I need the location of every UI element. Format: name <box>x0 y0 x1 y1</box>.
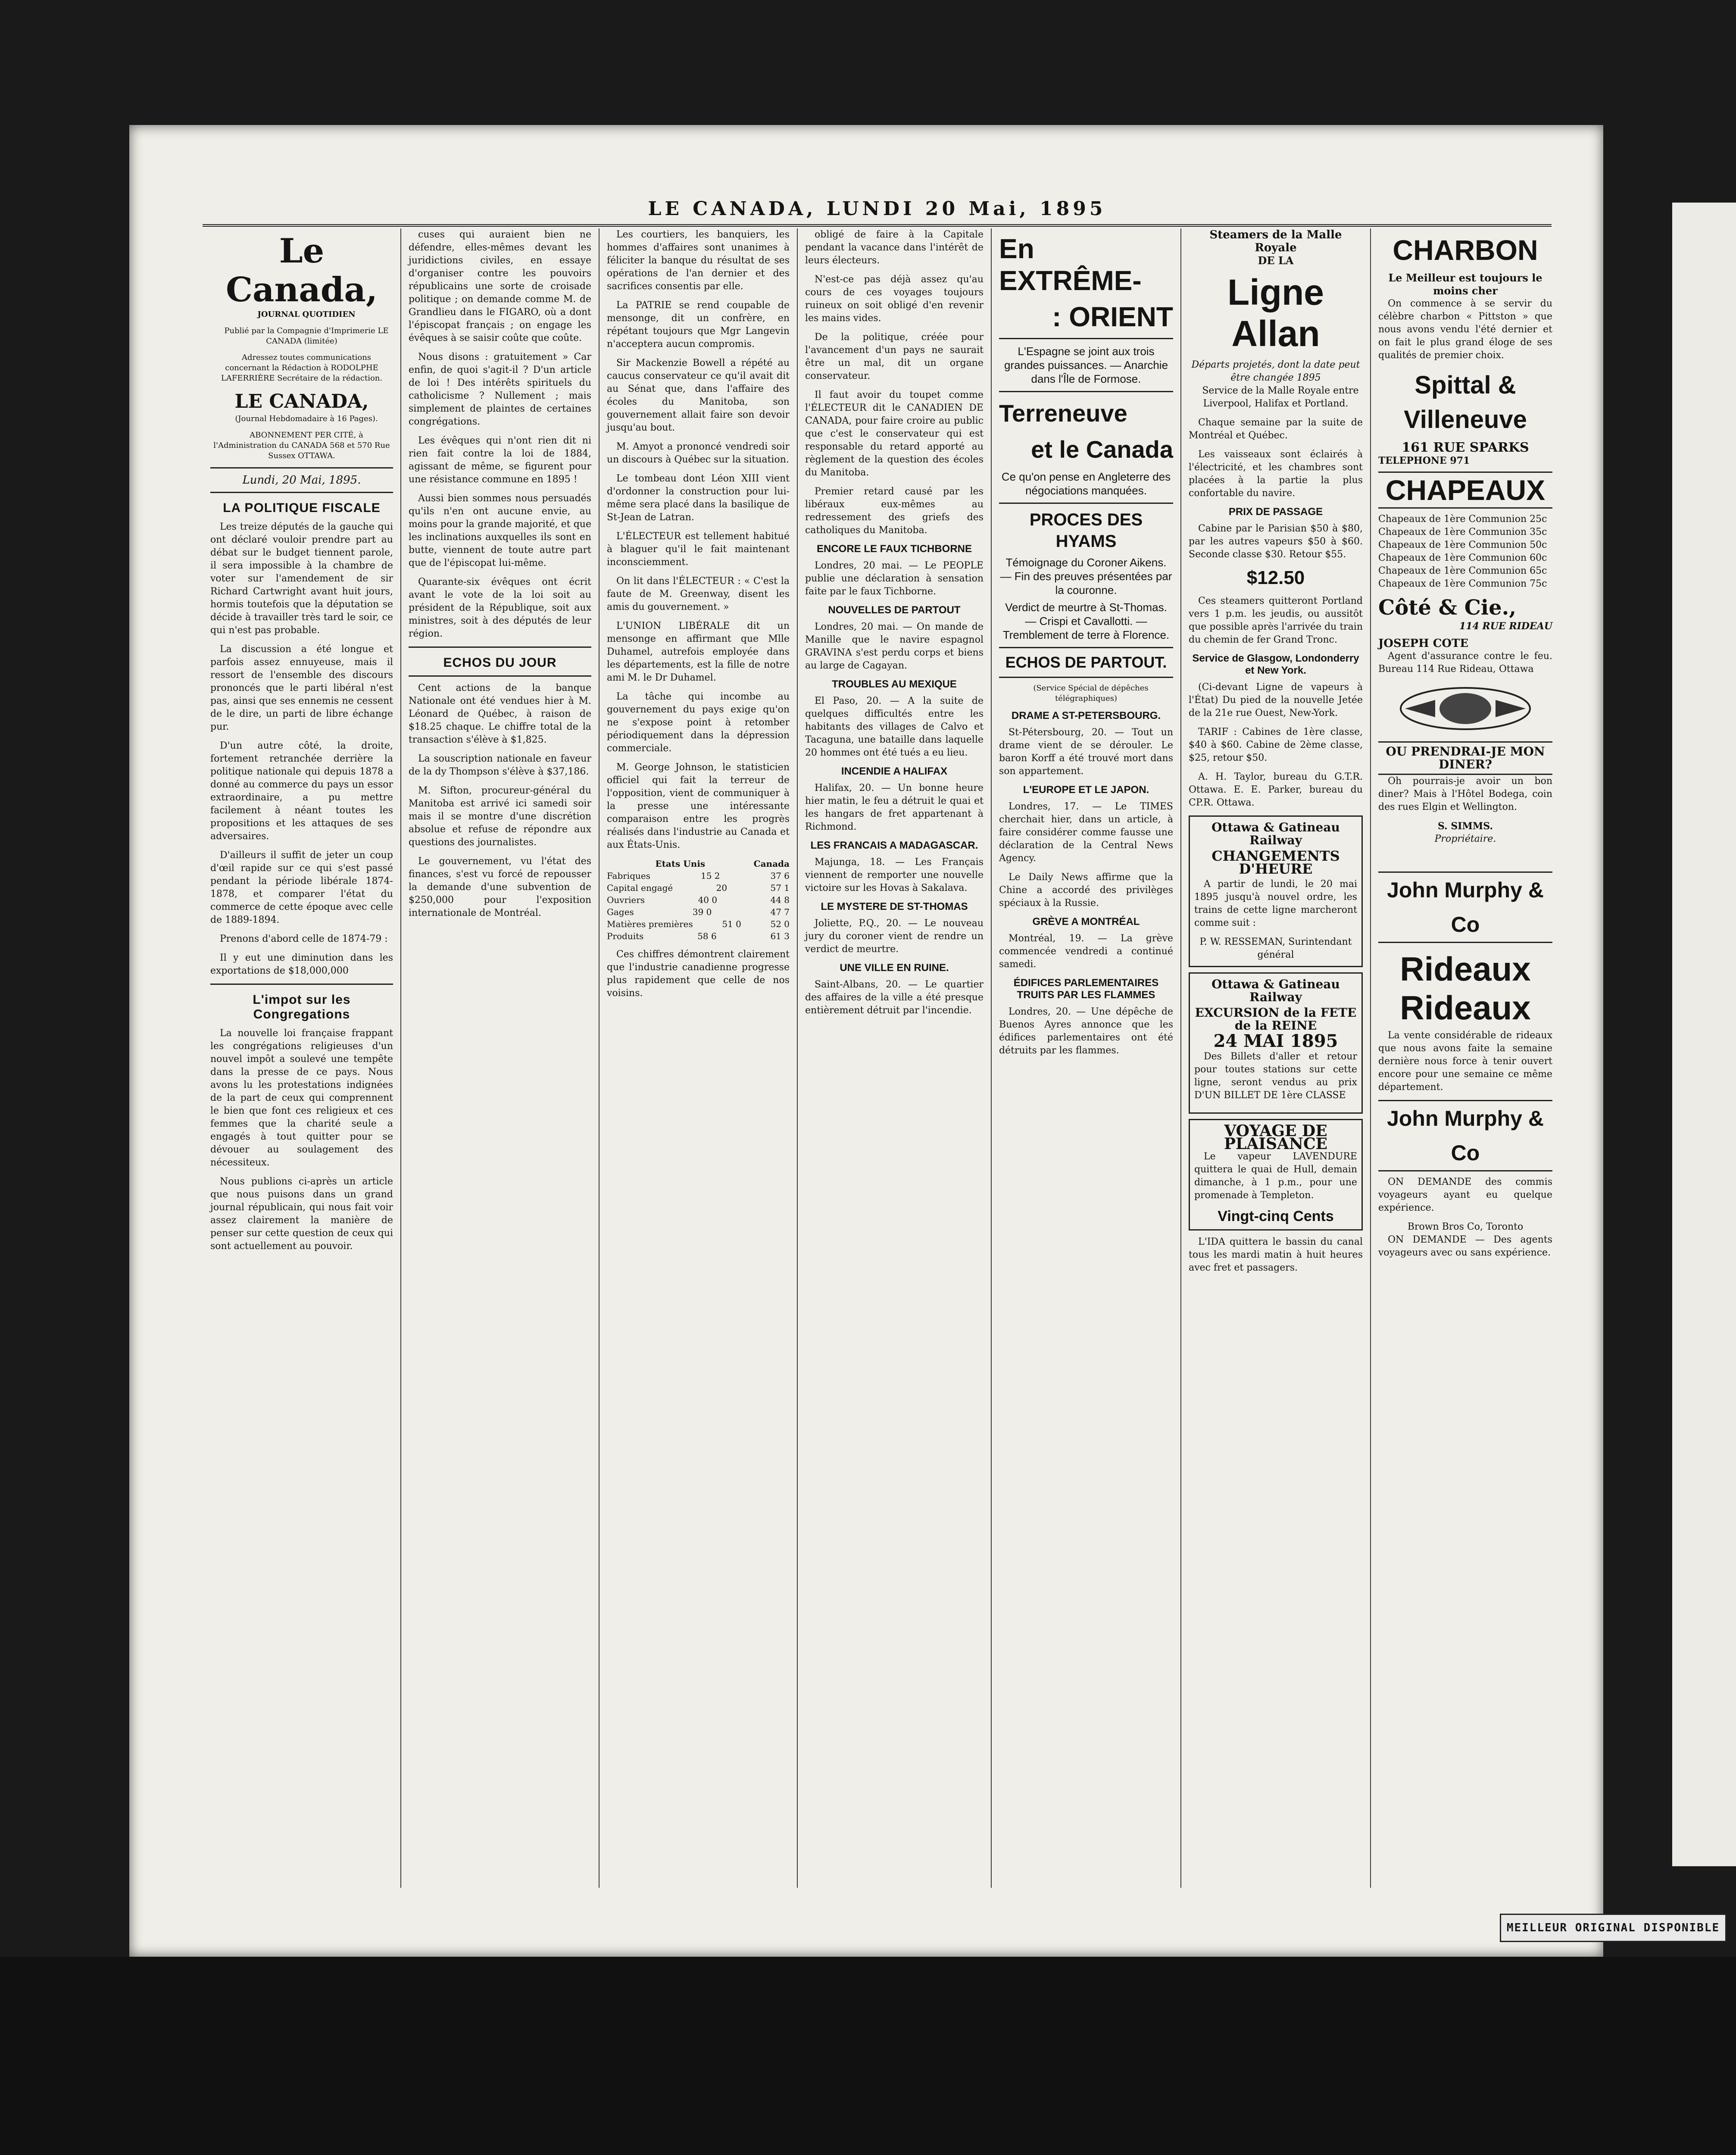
scan-background <box>0 1957 1736 2155</box>
headline-hyams: PROCES DES HYAMS <box>1029 510 1143 551</box>
article-paragraph: Joliette, P.Q., 20. — Le nouveau jury du coroner vient de rendre un verdict de meurtre. <box>805 918 984 955</box>
list-item: Chapeaux de 1ère Communion 35c <box>1378 527 1547 537</box>
ad-simms-name: S. SIMMS. <box>1437 821 1493 832</box>
table-cell: 20 <box>716 883 727 893</box>
article-paragraph: Sir Mackenzie Bowell a répété au caucus conservateur ce qu'il avait dit au Sénat que, dans l'affaire des écoles du Manitoba, son gouvernement allait faire son devoir jusqu'au bout. <box>607 358 790 433</box>
ad-voyage-price: Vingt-cinq Cents <box>1218 1208 1334 1224</box>
news-headline: ÉDIFICES PARLEMENTAIRES TRUITS PAR LES FLAMMES <box>1013 977 1159 1001</box>
ad-allan-route: Service de la Malle Royale entre Liverpool, Halifax et Portland. <box>1202 385 1359 409</box>
ad-charbon-sub: Le Meilleur est toujours le moins cher <box>1388 272 1542 297</box>
table-cell: Ouvriers <box>607 895 645 905</box>
article-paragraph: Londres, 20 mai. — On mande de Manille que le navire espagnol GRAVINA s'est perdu corps et biens au large de Cagayan. <box>805 622 984 671</box>
crest-icon <box>1388 683 1543 734</box>
table-cell: Canada <box>753 859 790 869</box>
headline-deck: Verdict de meurtre à St-Thomas. — Crispi et Cavallotti. — Tremblement de terre à Florence. <box>1002 601 1170 641</box>
news-headline: TROUBLES AU MEXIQUE <box>832 678 957 690</box>
table-row <box>607 930 790 942</box>
nameplate-subtitle: JOURNAL QUOTIDIEN <box>257 310 356 319</box>
table-cell: 40 0 <box>698 895 718 905</box>
article-paragraph: Nous publions ci-après un article que nous puisons dans un grand journal républicain, qui nous fait voir assez clairement la manière de penser sur cette question de ceux qui sont actuellement au pouvoir. <box>210 1176 393 1252</box>
ad-text: Le vapeur LAVENDURE quittera le quai de Hull, demain dimanche, à 1 p.m., pour une promenade à Templeton. <box>1194 1151 1357 1201</box>
article-paragraph: Quarante-six évêques ont écrit avant le vote de la loi soit au président de la République, soit aux ministres, soit à des députés de leur région. <box>409 577 591 639</box>
table-cell: 47 7 <box>770 907 790 917</box>
article-paragraph: La tâche qui incombe au gouvernement du pays exige qu'on ne s'expose point à retomber périodiquement dans la dépression commerciale. <box>607 691 790 754</box>
article-paragraph: La PATRIE se rend coupable de mensonge, dit un confrère, en répétant toujours que Mgr Langevin n'acceptera aucun compromis. <box>607 300 790 350</box>
column-3 <box>599 228 797 1888</box>
adjacent-page-edge <box>1672 203 1736 1866</box>
news-headline: ENCORE LE FAUX TICHBORNE <box>816 543 972 555</box>
ad-allan-de-la: DE LA <box>1258 254 1294 267</box>
article-paragraph: cuses qui auraient bien ne défendre, elles-mêmes devant les juridictions civiles, en essaye d'organiser contre les pouvoirs républicains une sorte de croisade politique ; on demande comme M. de Grandlieu dans le FIGARO, où a dont l'épiscopat français ; on engage les évêques à se saisir coûte que coûte. <box>409 229 591 344</box>
table-cell: 15 2 <box>700 871 720 881</box>
news-headline: LE MYSTERE DE ST-THOMAS <box>821 901 968 912</box>
ad-text: Les vaisseaux sont éclairés à l'électricité, et les chambres sont placées à la partie la plus confortable du navire. <box>1189 449 1363 499</box>
ad-voyage-box <box>1189 1119 1363 1231</box>
ad-text: A. H. Taylor, bureau du G.T.R. Ottawa. E. E. Parker, bureau du CP.R. Ottawa. <box>1189 771 1363 808</box>
table-cell: 51 0 <box>722 919 741 929</box>
news-headline: UNE VILLE EN RUINE. <box>840 962 949 974</box>
ad-text: A partir de lundi, le 20 mai 1895 jusqu'à nouvel ordre, les trains de cette ligne marcheront comme suit : <box>1194 879 1357 928</box>
table-cell: Etats Unis <box>655 859 706 869</box>
ad-text: Des Billets d'aller et retour pour toutes stations sur cette ligne, seront vendus au prix D'UN BILLET DE 1ère CLASSE <box>1194 1051 1357 1101</box>
table-cell: 52 0 <box>770 919 790 929</box>
news-headline: LES FRANCAIS A MADAGASCAR. <box>810 840 978 851</box>
article-paragraph: M. Amyot a prononcé vendredi soir un discours à Québec sur la situation. <box>607 441 790 465</box>
table-row <box>607 882 790 894</box>
article-paragraph: On lit dans l'ÉLECTEUR : « C'est la faute de M. Greenway, disent les amis du gouvernement. » <box>607 576 790 612</box>
service-note: (Service Spécial de dépêches télégraphiques) <box>1033 684 1149 703</box>
ad-excursion-title: EXCURSION de la FETE de la REINE <box>1195 1006 1357 1033</box>
ad-text: ON DEMANDE — Des agents voyageurs avec ou sans expérience. <box>1378 1234 1552 1258</box>
column-7 <box>1371 228 1560 1888</box>
ad-murphy-name: John Murphy & Co <box>1378 1100 1552 1171</box>
ad-firm-address: 161 RUE SPARKS <box>1402 440 1529 455</box>
table-cell: Capital engagé <box>607 883 673 893</box>
table-header <box>607 858 790 870</box>
article-paragraph: D'un autre côté, la droite, fortement retranchée derrière la politique nationale qui depuis 1878 a donné au commerce du pays un essor extraordinaire, a pu mettre facilement à néant toutes les propositions et les attaques de ses adversaires. <box>210 740 393 842</box>
article-paragraph: St-Pétersbourg, 20. — Tout un drame vient de se dérouler. Le baron Korff a été trouvé mort dans son appartement. <box>999 727 1173 777</box>
divider <box>999 647 1173 648</box>
table-cell: 39 0 <box>692 907 712 917</box>
divider <box>210 467 393 468</box>
ad-rideaux-head: Rideaux <box>1400 989 1531 1027</box>
article-paragraph: Il faut avoir du toupet comme l'ÉLECTEUR dit le CANADIEN DE CANADA, pour faire croire au public que c'est le conservateur qui est responsable du retard apporté au règlement de la question des écoles du Manitoba. <box>805 390 984 478</box>
divider <box>210 984 393 985</box>
article-paragraph: Majunga, 18. — Les Français viennent de remporter une nouvelle victoire sur les Hovas à Sakalava. <box>805 857 984 893</box>
list-item: Chapeaux de 1ère Communion 25c <box>1378 514 1547 525</box>
table-cell: Gages <box>607 907 634 917</box>
ad-price: $12.50 <box>1246 567 1305 588</box>
article-paragraph: Les treize députés de la gauche qui ont déclaré vouloir prendre part au débat sur le budget tiennent parole, il sera impossible à la chambre de voter sur l'amendement de sir Richard Cartwright avant huit jours, hormis toutefois que la députation se décide à travailler très tard le soir, ce qui n'est pas probable. <box>210 522 393 636</box>
article-paragraph: D'ailleurs il suffit de jeter un coup d'œil rapide sur ce qui s'est passé pendant la période libérale 1874-1878, et comparer l'état du commerce de cette époque avec celle de 1889-1894. <box>210 850 393 925</box>
divider <box>210 492 393 493</box>
table-cell: 58 6 <box>697 931 717 941</box>
headline-deck: L'Espagne se joint aux trois grandes puissances. — Anarchie dans l'Île de Formose. <box>1004 345 1168 385</box>
article-paragraph: L'UNION LIBÉRALE dit un mensonge en affirmant que Mlle Duhamel, autrefois employée dans les départements, est la fille de notre ami M. le Dr Duhamel. <box>607 621 790 683</box>
ad-text: La vente considérable de rideaux que nous avons faite la semaine dernière nous force à tenir ouvert encore pour une semaine ce même département. <box>1378 1030 1552 1093</box>
weekly-subtitle: (Journal Hebdomadaire à 16 Pages). <box>235 414 378 423</box>
ad-text: On commence à se servir du célèbre charbon « Pittston » que nous avons vendu l'été dernier et on fait le plus grand éloge de ses qualités de premier choix. <box>1378 298 1552 361</box>
article-paragraph: Le tombeau dont Léon XIII vient d'ordonner la construction pour lui-même sera placé dans la basilique de St-Jean de Latran. <box>607 473 790 523</box>
ad-cote-name: Côté & Cie., <box>1378 596 1517 620</box>
ad-chapeaux-list <box>1378 513 1552 590</box>
article-paragraph: Les évêques qui n'ont rien dit ni rien fait contre la loi de 1884, agissant de même, se figurent pour une résistance commune en 1895 ! <box>409 435 591 485</box>
ad-railway-head: Ottawa & Gatineau Railway <box>1211 820 1340 847</box>
article-paragraph: La souscription nationale en faveur de la dy Thompson s'élève à $37,186. <box>409 753 591 777</box>
ad-voyage-head: VOYAGE DE PLAISANCE <box>1224 1122 1328 1153</box>
table-cell: 44 8 <box>770 895 790 905</box>
ad-text: (Ci-devant Ligne de vapeurs à l'État) Du pied de la nouvelle Jetée de la 21e rue Ouest, New-York. <box>1189 682 1363 718</box>
ad-excursion-box <box>1189 972 1363 1114</box>
article-paragraph: Les courtiers, les banquiers, les hommes d'affaires sont unanimes à féliciter la banque du résultat de ses opérations de l'an dernier et des sacrifices consentis par elle. <box>607 229 790 292</box>
divider <box>999 391 1173 392</box>
article-paragraph: El Paso, 20. — A la suite de quelques difficultés entre les habitants des villages de Calvo et Tacaguna, une bataille dans laquelle 20 hommes ont été tués a eu lieu. <box>805 696 984 758</box>
ad-murphy-name: John Murphy & Co <box>1378 871 1552 943</box>
table-cell: Matières premières <box>607 919 693 929</box>
ad-allan-top: Steamers de la Malle Royale <box>1209 228 1342 254</box>
news-headline: INCENDIE A HALIFAX <box>841 765 948 777</box>
article-paragraph: obligé de faire à la Capitale pendant la vacance dans l'intérêt de leurs électeurs. <box>805 229 984 266</box>
article-paragraph: N'est-ce pas déjà assez qu'au cours de ces voyages toujours ruineux on soit obligé d'en revenir les mains vides. <box>805 274 984 324</box>
article-paragraph: Le Daily News affirme que la Chine a accordé des privilèges spéciaux à la Russie. <box>999 872 1173 909</box>
table-cell: 37 6 <box>770 871 790 881</box>
ad-rideaux-head: Rideaux <box>1400 950 1531 988</box>
publisher-note: Publié par la Compagnie d'Imprimerie LE CANADA (limitée) <box>224 326 389 346</box>
list-item: Chapeaux de 1ère Communion 50c <box>1378 540 1547 550</box>
article-paragraph: Londres, 20 mai. — Le PEOPLE publie une déclaration à sensation faite par le faux Tichborne. <box>805 560 984 597</box>
article-paragraph: Londres, 20. — Une dépêche de Buenos Ayres annonce que les édifices parlementaires ont été détruits par les flammes. <box>999 1006 1173 1056</box>
article-paragraph: M. George Johnson, le statisticien officiel qui fait la terreur de l'opposition, vient de communiquer à la presse une intéressante comparaison entre les progrès réalisés dans l'industrie au Canada et aux États-Unis. <box>607 762 790 850</box>
archive-stamp: MEILLEUR ORIGINAL DISPONIBLE <box>1500 1914 1727 1942</box>
article-paragraph: L'ÉLECTEUR est tellement habitué à blaguer qu'il le fait maintenant inconsciemment. <box>607 531 790 568</box>
column-1 <box>203 228 401 1888</box>
article-paragraph: Ces chiffres démontrent clairement que l'industrie canadienne progresse plus rapidement que celle de nos voisins. <box>607 949 790 999</box>
ad-allan-name: Ligne Allan <box>1227 272 1324 354</box>
article-headline: LA POLITIQUE FISCALE <box>223 501 381 515</box>
article-paragraph: M. Sifton, procureur-général du Manitoba est arrivé ici samedi soir mais il se montre d'une discrétion absolue et refuse de répondre aux questions des journalistes. <box>409 785 591 848</box>
dateline: Lundi, 20 Mai, 1895. <box>242 474 361 487</box>
article-paragraph: Saint-Albans, 20. — Le quartier des affaires de la ville a été presque entièrement détruit par l'incendie. <box>805 979 984 1016</box>
news-headline: DRAME A ST-PETERSBOURG. <box>1011 710 1161 721</box>
list-item: Chapeaux de 1ère Communion 60c <box>1378 553 1547 563</box>
ad-allan-departures: Départs projetés, dont la date peut être changée 1895 <box>1191 359 1360 383</box>
ad-text: ON DEMANDE des commis voyageurs ayant eu quelque expérience. <box>1378 1177 1552 1213</box>
headline-extreme-orient-line1: En EXTRÊME- <box>999 233 1142 296</box>
headline-deck: Ce qu'on pense en Angleterre des négociations manquées. <box>1001 470 1171 497</box>
ad-firm-telephone: TELEPHONE 971 <box>1378 455 1470 466</box>
ad-signature: Brown Bros Co, Toronto <box>1407 1221 1524 1232</box>
headline-extreme-orient-line2: : ORIENT <box>1052 301 1173 332</box>
article-paragraph: Nous disons : gratuitement » Car enfin, de quoi s'agit-il ? D'un article de loi ! Des intérêts spirituels du catholicisme ? Nullement ; mais simplement de plaintes de certaines congrégations. <box>409 352 591 427</box>
ad-subhead: Service de Glasgow, Londonderry et New York. <box>1192 653 1359 676</box>
divider <box>999 503 1173 504</box>
divider <box>409 675 591 677</box>
table-cell: Produits <box>607 931 644 941</box>
headline-canada: et le Canada <box>1031 436 1173 463</box>
ad-text: Oh pourrais-je avoir un bon diner? Mais à l'Hôtel Bodega, coin des rues Elgin et Wellington. <box>1378 776 1552 812</box>
article-paragraph: La nouvelle loi française frappant les congrégations religieuses d'un nouvel impôt a soulevé une tempête dans la presse de ce pays. Nous avons lu les protestations indignées de la part de ceux qui comprennent le bien que font ces religieux et ces femmes que la charité seule a engagés à tout quitter pour se dévouer au soulagement des nécessiteux. <box>210 1028 393 1168</box>
table-cell: Fabriques <box>607 871 650 881</box>
column-6 <box>1181 228 1371 1888</box>
table-row <box>607 918 790 930</box>
running-head-text: LE CANADA, LUNDI 20 Mai, 1895 <box>648 198 1106 220</box>
table-cell: 61 3 <box>770 931 790 941</box>
list-item: Chapeaux de 1ère Communion 75c <box>1378 578 1547 589</box>
divider <box>999 677 1173 678</box>
ad-signature: P. W. RESSEMAN, Surintendant général <box>1199 937 1352 960</box>
ad-firm-name: Spittal & Villeneuve <box>1404 371 1527 434</box>
article-paragraph: Aussi bien sommes nous persuadés qu'ils n'en ont aucune envie, au moins pour la grande majorité, et que les inclinations auxquelles ils sont en butte, viennent de toute autre part que de l'épiscopat lui-même. <box>409 493 591 568</box>
column-5 <box>991 228 1181 1888</box>
nameplate: Le Canada, <box>225 231 378 309</box>
table-row <box>607 894 790 906</box>
ad-text: Agent d'assurance contre le feu. Bureau 114 Rue Rideau, Ottawa <box>1378 651 1552 675</box>
table-cell: 57 1 <box>770 883 790 893</box>
ad-diner-head: OU PRENDRAI-JE MON DINER? <box>1378 741 1552 775</box>
weekly-title: LE CANADA, <box>234 390 369 412</box>
article-paragraph: La discussion a été longue et parfois assez ennuyeuse, mais il ressort de l'ensemble des discours prononcés que le parti libéral n'est pas, ainsi que ses ennemis ne cessent de le dire, un parti de libre échange pur. <box>210 644 393 732</box>
headline-echos: ECHOS DE PARTOUT. <box>1005 653 1167 671</box>
article-paragraph: Cent actions de la banque Nationale ont été vendues hier à M. Léonard de Québec, à raison de $18.25 chaque. Le chiffre total de la transaction s'élève à $1,825. <box>409 683 591 745</box>
column-2 <box>401 228 599 1888</box>
subscription-note: ABONNEMENT PER CITÉ, à l'Administration du CANADA 568 et 570 Rue Sussex OTTAWA. <box>213 431 390 460</box>
list-item: Chapeaux de 1ère Communion 65c <box>1378 565 1547 576</box>
ad-excursion-date: 24 MAI 1895 <box>1213 1031 1338 1051</box>
ad-subhead: PRIX DE PASSAGE <box>1228 506 1323 518</box>
ad-text: Ces steamers quitteront Portland vers 1 p.m. les jeudis, ou aussitôt que possible après l'arrivée du train du chemin de fer Grand Tronc. <box>1189 596 1363 645</box>
ad-text: L'IDA quittera le bassin du canal tous les mardi matin à huit heures avec fret et passagers. <box>1189 1237 1363 1273</box>
headline-terreneuve: Terreneuve <box>999 400 1127 427</box>
article-paragraph: Prenons d'abord celle de 1874-79 : <box>220 934 388 944</box>
divider <box>999 338 1173 339</box>
news-headline: L'EUROPE ET LE JAPON. <box>1023 784 1149 796</box>
ad-cote-address: 114 RUE RIDEAU <box>1459 621 1552 632</box>
ad-joseph-name: JOSEPH COTE <box>1378 637 1469 650</box>
ad-railway-head: Ottawa & Gatineau Railway <box>1211 977 1340 1004</box>
article-paragraph: Il y eut une diminution dans les exportations de $18,000,000 <box>210 953 393 976</box>
article-paragraph: Premier retard causé par les libéraux eux-mêmes au redressement des griefs des catholiques du Manitoba. <box>805 486 984 536</box>
ad-railway-sub: CHANGEMENTS D'HEURE <box>1211 848 1340 877</box>
column-4 <box>797 228 991 1888</box>
ad-text: TARIF : Cabines de 1ère classe, $40 à $60. Cabine de 2ème classe, $25, retour $50. <box>1189 727 1363 763</box>
news-headline: NOUVELLES DE PARTOUT <box>828 604 961 616</box>
table-row <box>607 906 790 918</box>
article-headline: L'impot sur les Congregations <box>253 993 351 1021</box>
table-row <box>607 870 790 882</box>
ad-charbon-head: CHARBON <box>1393 234 1538 266</box>
article-paragraph: De la politique, créée pour l'avancement d'un pays ne saurait être un mal, dit un organe conservateur. <box>805 332 984 381</box>
article-paragraph: Montréal, 19. — La grève commencée vendredi a continué samedi. <box>999 933 1173 970</box>
article-paragraph: Le gouvernement, vu l'état des finances, s'est vu forcé de repousser la demande d'une subvention de $250,000 pour l'exposition internationale de Montréal. <box>409 856 591 918</box>
article-paragraph: Londres, 17. — Le TIMES cherchait hier, dans un article, à faire considérer comme fausse une déclaration de la Central News Agency. <box>999 801 1173 864</box>
article-headline: ECHOS DU JOUR <box>443 656 557 670</box>
address-note: Adressez toutes communications concernant la Rédaction à RODOLPHE LAFERRIÈRE Secrétaire de la rédaction. <box>221 353 383 383</box>
news-headline: GRÈVE A MONTRÉAL <box>1032 916 1140 928</box>
divider <box>409 646 591 648</box>
headline-deck: Témoignage du Coroner Aikens. — Fin des preuves présentées par la couronne. <box>1000 556 1172 597</box>
ad-text: Cabine par le Parisian $50 à $80, par les autres vapeurs $50 à $60. Seconde classe $30. Retour $55. <box>1189 523 1363 560</box>
ad-chapeaux-head: CHAPEAUX <box>1378 472 1552 509</box>
article-paragraph: Halifax, 20. — Un bonne heure hier matin, le feu a détruit le quai et les hangars de fret appartenant à Richmond. <box>805 783 984 832</box>
statistics-table <box>607 858 790 942</box>
ad-simms-title: Propriétaire. <box>1434 834 1496 844</box>
ad-text: Chaque semaine par la suite de Montréal et Québec. <box>1189 417 1363 441</box>
running-head <box>203 190 1552 227</box>
ad-railway-box <box>1189 815 1363 967</box>
